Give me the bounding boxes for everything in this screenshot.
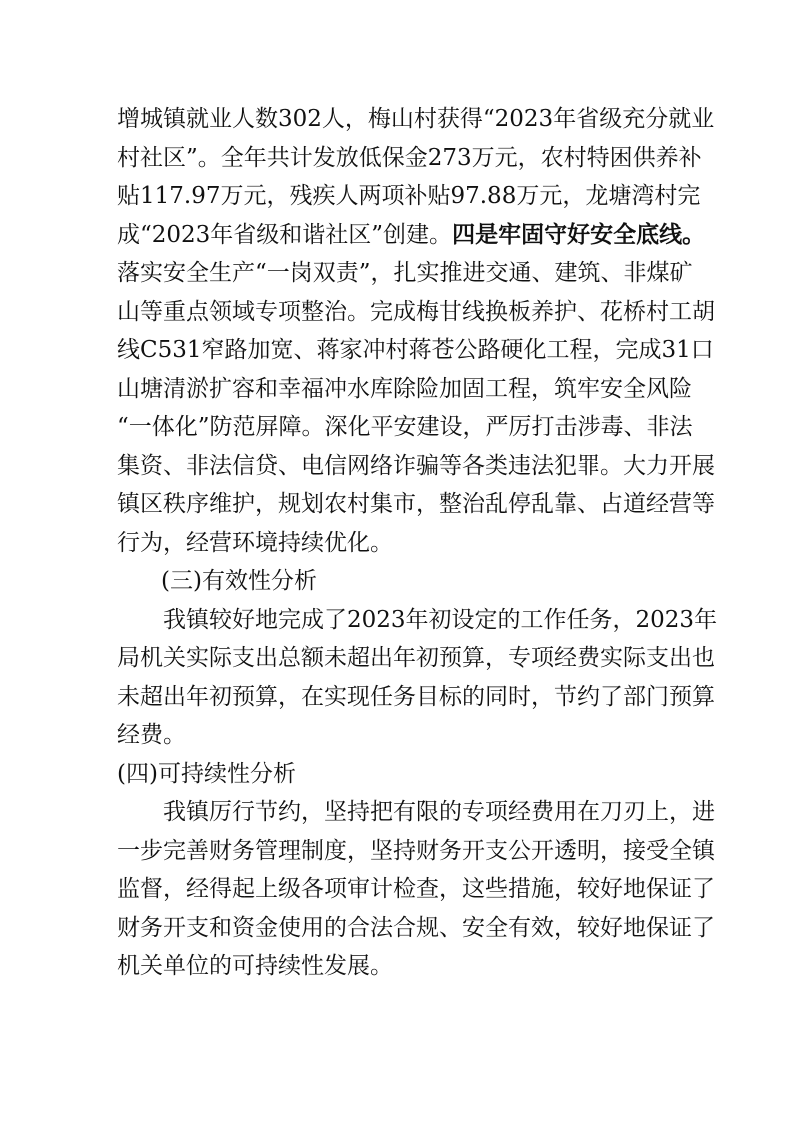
text-segment: 成“2023年省级和谐社区”创建。: [117, 221, 453, 248]
text-line: 行为，经营环境持续优化。: [117, 529, 393, 556]
text-line: 未超出年初预算，在实现任务目标的同时，节约了部门预算: [117, 683, 715, 710]
paragraph-social-security: [117, 100, 715, 562]
text-line: 机关单位的可持续性发展。: [117, 953, 393, 979]
text-line: 线C531窄路加宽、蒋家冲村蒋苍公路硬化工程，完成31口: [117, 337, 714, 363]
text-line: “一体化”防范屏障。深化平安建设，严厉打击涉毒、非法: [117, 414, 693, 440]
section-heading-effectiveness: (三)有效性分析: [161, 568, 317, 594]
text-line: 落实安全生产“一岗双责”，扎实推进交通、建筑、非煤矿: [117, 260, 693, 286]
section-effectiveness: [117, 562, 718, 755]
bold-phrase-safety: 四是牢固守好安全底线。: [452, 220, 706, 248]
text-line: 财务开支和资金使用的合法合规、安全有效，较好地保证了: [117, 914, 715, 941]
text-line: 山塘清淤扩容和幸福冲水库除险加固工程，筑牢安全风险: [117, 375, 692, 402]
text-line: 我镇厉行节约，坚持把有限的专项经费用在刀刃上，进: [163, 799, 715, 825]
text-line: 经费。: [117, 722, 186, 748]
text-line: 局机关实际支出总额未超出年初预算，专项经费实际支出也: [117, 645, 715, 671]
document-page: [117, 100, 718, 986]
text-line: 集资、非法信贷、电信网络诈骗等各类违法犯罪。大力开展: [117, 452, 715, 479]
text-line: 贴117.97万元，残疾人两项补贴97.88万元，龙塘湾村完: [117, 183, 701, 209]
section-sustainability: [117, 755, 715, 986]
text-line: 增城镇就业人数302人，梅山村获得“2023年省级充分就业: [117, 106, 715, 132]
text-line: 我镇较好地完成了2023年初设定的工作任务，2023年: [163, 606, 718, 633]
text-line: 村社区”。全年共计发放低保金273万元，农村特困供养补: [117, 144, 702, 171]
text-line: 监督，经得起上级各项审计检查，这些措施，较好地保证了: [117, 876, 715, 902]
text-line: 山等重点领域专项整治。完成梅甘线换板养护、花桥村工胡: [117, 298, 715, 325]
text-line: 一步完善财务管理制度，坚持财务开支公开透明，接受全镇: [117, 837, 715, 864]
section-heading-sustainability: (四)可持续性分析: [117, 760, 296, 787]
text-line: 镇区秩序维护，规划农村集市，整治乱停乱靠、占道经营等: [117, 491, 715, 517]
text-line-with-bold: [117, 216, 706, 255]
